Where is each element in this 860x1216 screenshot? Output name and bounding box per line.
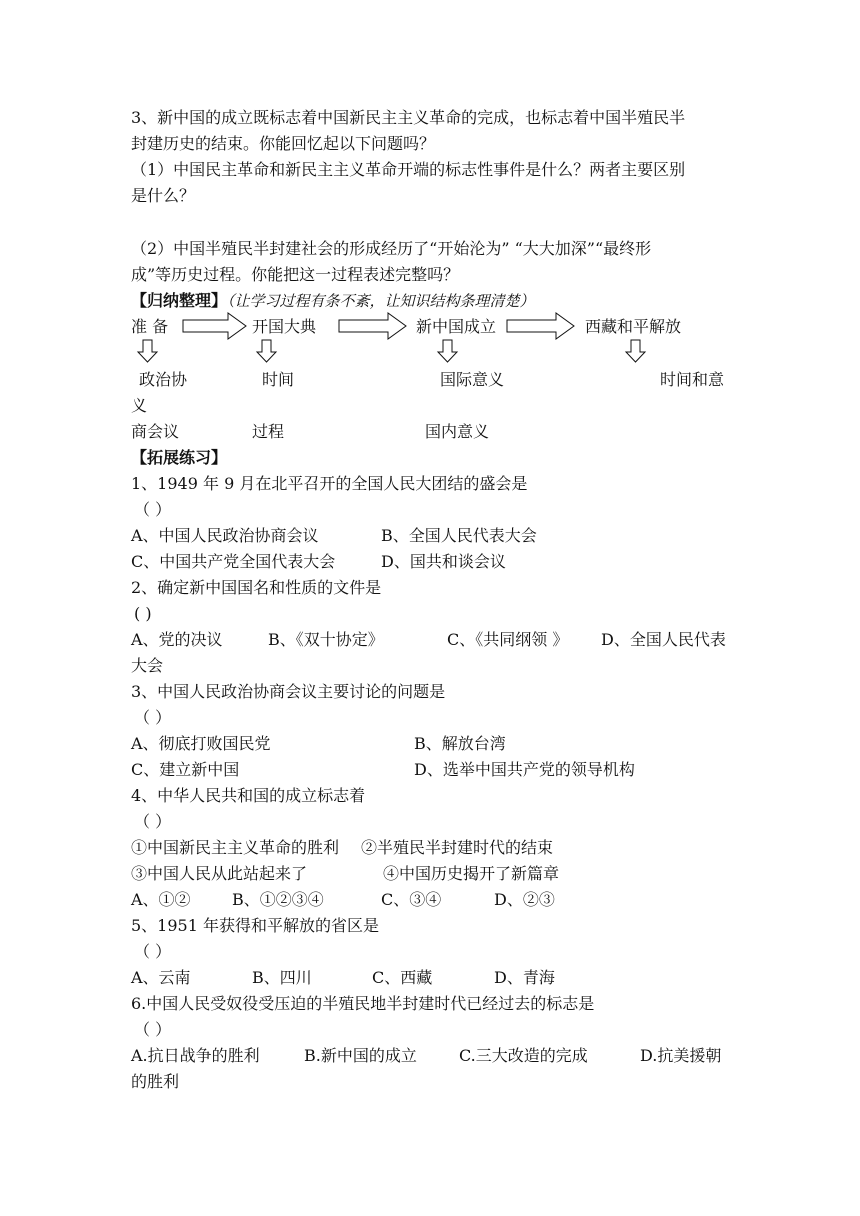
sub-item-cppcc-part2: 商会议	[131, 422, 180, 441]
practice-q6-option-b: B.新中国的成立	[304, 1046, 417, 1065]
practice-q1-option-a: A、中国人民政治协商会议	[131, 526, 319, 545]
down-arrow-icon	[626, 339, 646, 363]
practice-q6-answer-blank: （ ）	[134, 1020, 172, 1039]
sub-item-process: 过程	[252, 422, 285, 441]
practice-q6-option-c: C.三大改造的完成	[459, 1046, 588, 1065]
practice-q2: 2、确定新中国国名和性质的文件是	[131, 578, 382, 597]
practice-q2-option-d-cont: 大会	[131, 656, 164, 675]
right-arrow-icon	[338, 312, 408, 340]
right-arrow-icon	[182, 312, 248, 340]
practice-q4-option-d: D、②③	[494, 890, 555, 909]
practice-q4-statement-4: ④中国历史揭开了新篇章	[383, 864, 560, 883]
sub-item-time: 时间	[262, 370, 295, 389]
practice-q4: 4、中华人民共和国的成立标志着	[131, 786, 366, 805]
practice-q5-option-d: D、青海	[494, 968, 555, 987]
practice-q4-answer-blank: （ ）	[134, 812, 172, 831]
intro-line-1: 3、新中国的成立既标志着中国新民主主义革命的完成，也标志着中国半殖民半	[131, 108, 686, 127]
right-arrow-icon	[506, 312, 576, 340]
question-2-line-2: 成”等历史过程。你能把这一过程表述完整吗？	[131, 265, 460, 284]
summary-heading	[131, 291, 535, 311]
practice-q5-answer-blank: （ ）	[134, 942, 172, 961]
practice-q3-option-a: A、彻底打败国民党	[131, 734, 271, 753]
flow-node-tibet-liberation: 西藏和平解放	[585, 317, 682, 336]
practice-q1-option-b: B、全国人民代表大会	[381, 526, 537, 545]
question-1-line-1: （1）中国民主革命和新民主主义革命开端的标志性事件是什么？两者主要区别	[131, 160, 686, 179]
practice-q3-option-d: D、选举中国共产党的领导机构	[414, 760, 635, 779]
flow-node-preparation: 准 备	[131, 317, 169, 336]
practice-q1-option-c: C、中国共产党全国代表大会	[131, 552, 336, 571]
sub-item-cppcc-part1: 政治协	[139, 370, 188, 389]
practice-q4-statement-1: ①中国新民主主义革命的胜利	[131, 838, 340, 857]
practice-q5-option-c: C、西藏	[372, 968, 433, 987]
practice-q3: 3、中国人民政治协商会议主要讨论的问题是	[131, 682, 446, 701]
practice-q6-option-d-cont: 的胜利	[131, 1072, 180, 1091]
practice-q5-option-a: A、云南	[131, 968, 191, 987]
practice-q1-answer-blank: （ ）	[134, 500, 172, 519]
practice-q6: 6.中国人民受奴役受压迫的半殖民地半封建时代已经过去的标志是	[131, 994, 595, 1013]
practice-q5-option-b: B、四川	[252, 968, 312, 987]
practice-q6-option-d: D.抗美援朝	[640, 1046, 722, 1065]
practice-q2-option-c: C、《共同纲领 》	[447, 630, 569, 649]
practice-q6-option-a: A.抗日战争的胜利	[131, 1046, 260, 1065]
practice-q1-option-d: D、国共和谈会议	[381, 552, 506, 571]
practice-q2-answer-blank: ( )	[134, 604, 152, 623]
sub-item-domestic-significance: 国内意义	[425, 422, 490, 441]
practice-q1: 1、1949 年 9 月在北平召开的全国人民大团结的盛会是	[131, 474, 528, 493]
practice-q5: 5、1951 年获得和平解放的省区是	[131, 916, 379, 935]
practice-heading: 【拓展练习】	[131, 448, 228, 467]
sub-item-international-significance: 国际意义	[440, 370, 505, 389]
practice-q3-answer-blank: （ ）	[134, 708, 172, 727]
flow-node-founding-ceremony: 开国大典	[252, 317, 317, 336]
practice-q3-option-c: C、建立新中国	[131, 760, 240, 779]
practice-q2-option-a: A、党的决议	[131, 630, 223, 649]
down-arrow-icon	[138, 339, 158, 363]
practice-q4-statement-2: ②半殖民半封建时代的结束	[361, 838, 554, 857]
practice-q4-option-c: C、③④	[381, 890, 442, 909]
practice-q4-statement-3: ③中国人民从此站起来了	[131, 864, 308, 883]
intro-line-2: 封建历史的结束。你能回忆起以下问题吗？	[131, 134, 436, 153]
summary-heading-note: （让学习过程有条不紊，让知识结构条理清楚）	[227, 292, 535, 310]
down-arrow-icon	[257, 339, 277, 363]
summary-heading-label: 【归纳整理】	[131, 291, 228, 310]
question-1-line-2: 是什么？	[131, 186, 196, 205]
flow-node-prc-founding: 新中国成立	[416, 317, 497, 336]
practice-q2-option-b: B、《双十协定》	[268, 630, 384, 649]
practice-q2-option-d: D、全国人民代表	[601, 630, 726, 649]
practice-q4-option-a: A、①②	[131, 890, 191, 909]
sub-item-time-and-significance-part1: 时间和意	[660, 370, 725, 389]
practice-q4-option-b: B、①②③④	[232, 890, 324, 909]
down-arrow-icon	[438, 339, 458, 363]
practice-q3-option-b: B、解放台湾	[414, 734, 506, 753]
sub-item-time-and-significance-part2: 义	[131, 396, 148, 415]
question-2-line-1: （2）中国半殖民半封建社会的形成经历了“开始沦为” “大大加深”“最终形	[131, 239, 652, 258]
